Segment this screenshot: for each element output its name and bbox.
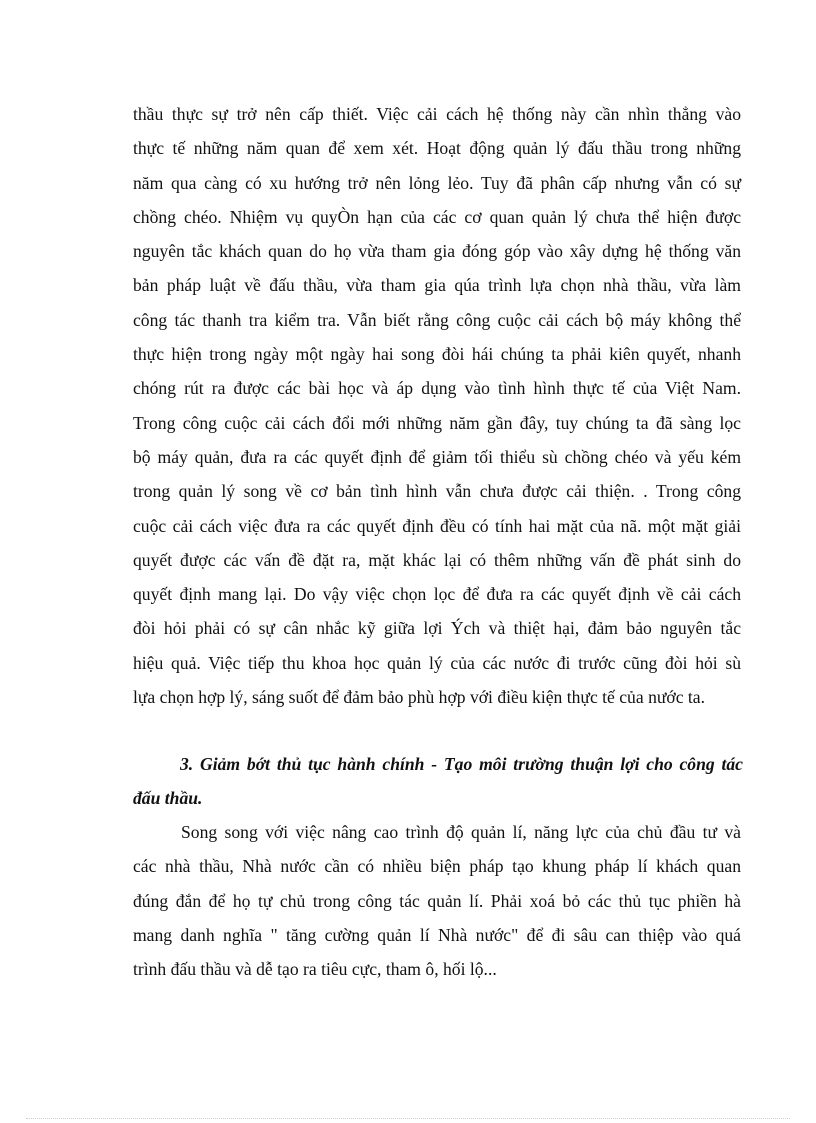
heading-line: đấu thầu. <box>133 788 203 809</box>
text-line: Trong công cuộc cải cách đổi mới những năm gần đây, tuy chúng ta đã sàng lọc <box>133 412 741 433</box>
text-line: cuộc cải cách việc đưa ra các quyết định đều có tính hai mặt của nã. một mặt giải <box>133 515 741 536</box>
text-line: chóng rút ra được các bài học và áp dụng vào tình hình thực tế của Việt Nam. <box>133 378 741 399</box>
page-bottom-divider <box>26 1118 790 1119</box>
text-line: năm qua càng có xu hướng trở nên lỏng lẻo. Tuy đã phân cấp nhưng vẫn có sự <box>133 172 741 193</box>
text-line: thực tế những năm quan để xem xét. Hoạt động quản lý đấu thầu trong những <box>133 138 741 159</box>
text-line: trình đấu thầu và dễ tạo ra tiêu cực, tham ô, hối lộ... <box>133 959 497 980</box>
text-line: hiệu quả. Việc tiếp thu khoa học quản lý của các nước đi trước cũng đòi hỏi sù <box>133 652 741 673</box>
text-line: thầu thực sự trở nên cấp thiết. Việc cải cách hệ thống này cần nhìn thẳng vào <box>133 104 741 124</box>
text-line: đúng đắn để họ tự chủ trong công tác quản lí. Phải xoá bỏ các thủ tục phiền hà <box>133 890 741 911</box>
text-line: Song song với việc nâng cao trình độ quản lí, năng lực của chủ đầu tư và <box>181 822 741 842</box>
text-line: bộ máy quản, đưa ra các quyết định để giảm tối thiểu sù chồng chéo và yếu kém <box>133 446 741 467</box>
text-line: trong quản lý song về cơ bản tình hình vẫn chưa được cải thiện. . Trong công <box>133 481 741 502</box>
text-line: đòi hỏi phải có sự cân nhắc kỹ giữa lợi Ých và thiệt hại, đảm bảo nguyên tắc <box>133 618 741 639</box>
text-line: chồng chéo. Nhiệm vụ quyÒn hạn của các cơ quan quản lý chưa thể hiện được <box>133 206 741 227</box>
body-paragraph-1 <box>133 97 741 714</box>
text-line: lựa chọn hợp lý, sáng suốt để đảm bảo phù hợp với điều kiện thực tế của nước ta. <box>133 687 706 708</box>
text-line: nguyên tắc khách quan do họ vừa tham gia đóng góp vào xây dựng hệ thống văn <box>133 241 741 262</box>
text-line: các nhà thầu, Nhà nước cần có nhiều biện pháp tạo khung pháp lí khách quan <box>133 856 741 877</box>
heading-line: 3. Giảm bớt thủ tục hành chính - Tạo môi trường thuận lợi cho công tác <box>180 754 743 774</box>
text-line: bản pháp luật về đấu thầu, vừa tham gia qúa trình lựa chọn nhà thầu, vừa làm <box>133 275 741 296</box>
text-line: quyết định mang lại. Do vậy việc chọn lọc để đưa ra các quyết định về cải cách <box>133 584 741 605</box>
section-heading <box>133 747 743 816</box>
text-line: quyết được các vấn đề đặt ra, mặt khác lại có thêm những vấn đề phát sinh do <box>133 549 741 570</box>
body-paragraph-2 <box>133 815 741 986</box>
text-line: mang danh nghĩa " tăng cường quản lí Nhà nước" để đi sâu can thiệp vào quá <box>133 924 741 945</box>
text-line: thực hiện trong ngày một ngày hai song đòi hái chúng ta phải kiên quyết, nhanh <box>133 344 741 365</box>
text-line: công tác thanh tra kiểm tra. Vẫn biết rằng công cuộc cải cách bộ máy không thể <box>133 309 741 330</box>
